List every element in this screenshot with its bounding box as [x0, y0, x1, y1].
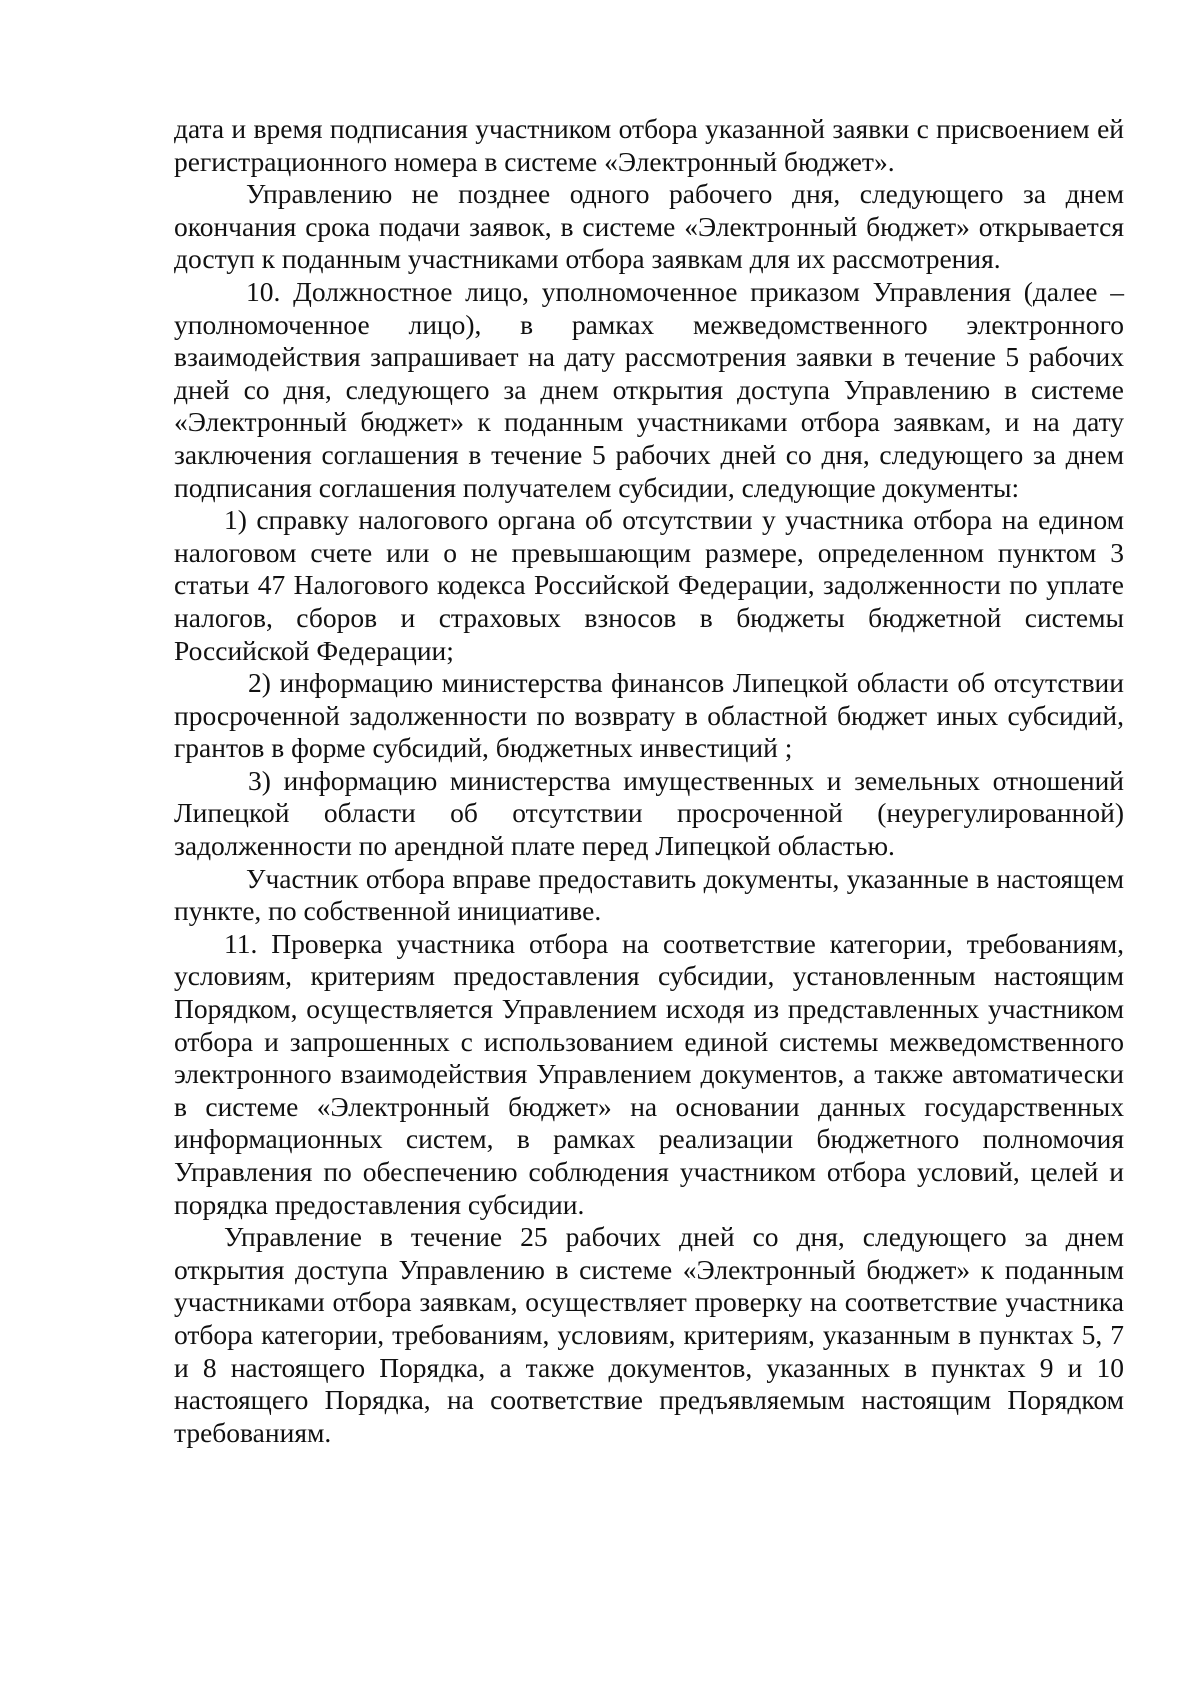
paragraph-access-opening: Управлению не позднее одного рабочего дня, следующего за днем окончания срока подачи заявок, в системе «Электронный бюджет» открывается доступ к поданным участниками отбора заявкам для их рассмотрения.	[174, 178, 1124, 275]
paragraph-item-10: 10. Должностное лицо, уполномоченное приказом Управления (далее – уполномоченное лицо), в рамках межведомственного электронного взаимодействия запрашивает на дату рассмотрения заявки в течение 5 рабочих дней со дня, следующего за днем открытия доступа Управлению в системе «Электронный бюджет» к поданным участниками отбора заявкам, и на дату заключения соглашения в течение 5 рабочих дней со дня, следующего за днем подписания соглашения получателем субсидии, следующие документы:	[174, 275, 1124, 503]
paragraph-subitem-1: 1) справку налогового органа об отсутствии у участника отбора на едином налоговом счете или о не превышающим размере, определенном пунктом 3 статьи 47 Налогового кодекса Российской Федерации, задолженности по уплате налогов, сборов и страховых взносов в бюджеты бюджетной системы Российской Федерации;	[174, 504, 1124, 666]
paragraph-verification: Управление в течение 25 рабочих дней со дня, следующего за днем открытия доступа Управлению в системе «Электронный бюджет» к поданным участниками отбора заявкам, осуществляет проверку на соответствие участника отбора категории, требованиям, условиям, критериям, указанным в пунктах 5, 7 и 8 настоящего Порядка, а также документов, указанных в пунктах 9 и 10 настоящего Порядка, на соответствие предъявляемым настоящим Порядком требованиям.	[174, 1221, 1124, 1448]
paragraph-own-initiative: Участник отбора вправе предоставить документы, указанные в настоящем пункте, по собственной инициативе.	[174, 862, 1124, 927]
paragraph-subitem-3: 3) информацию министерства имущественных и земельных отношений Липецкой области об отсутствии просроченной (неурегулированной) задолженности по арендной плате перед Липецкой областью.	[174, 764, 1124, 862]
document-body	[174, 113, 1124, 1449]
paragraph-subitem-2: 2) информацию министерства финансов Липецкой области об отсутствии просроченной задолженности по возврату в областной бюджет иных субсидий, грантов в форме субсидий, бюджетных инвестиций ;	[174, 667, 1124, 764]
paragraph-item-11: 11. Проверка участника отбора на соответствие категории, требованиям, условиям, критериям предоставления субсидии, установленным настоящим Порядком, осуществляется Управлением исходя из представленных участником отбора и запрошенных с использованием единой системы межведомственного электронного взаимодействия Управлением документов, а также автоматически в системе «Электронный бюджет» на основании данных государственных информационных систем, в рамках реализации бюджетного полномочия Управления по обеспечению соблюдения участником отбора условий, целей и порядка предоставления субсидии.	[174, 927, 1124, 1220]
paragraph-signing-date: дата и время подписания участником отбора указанной заявки с присвоением ей регистрационного номера в системе «Электронный бюджет».	[174, 113, 1124, 177]
